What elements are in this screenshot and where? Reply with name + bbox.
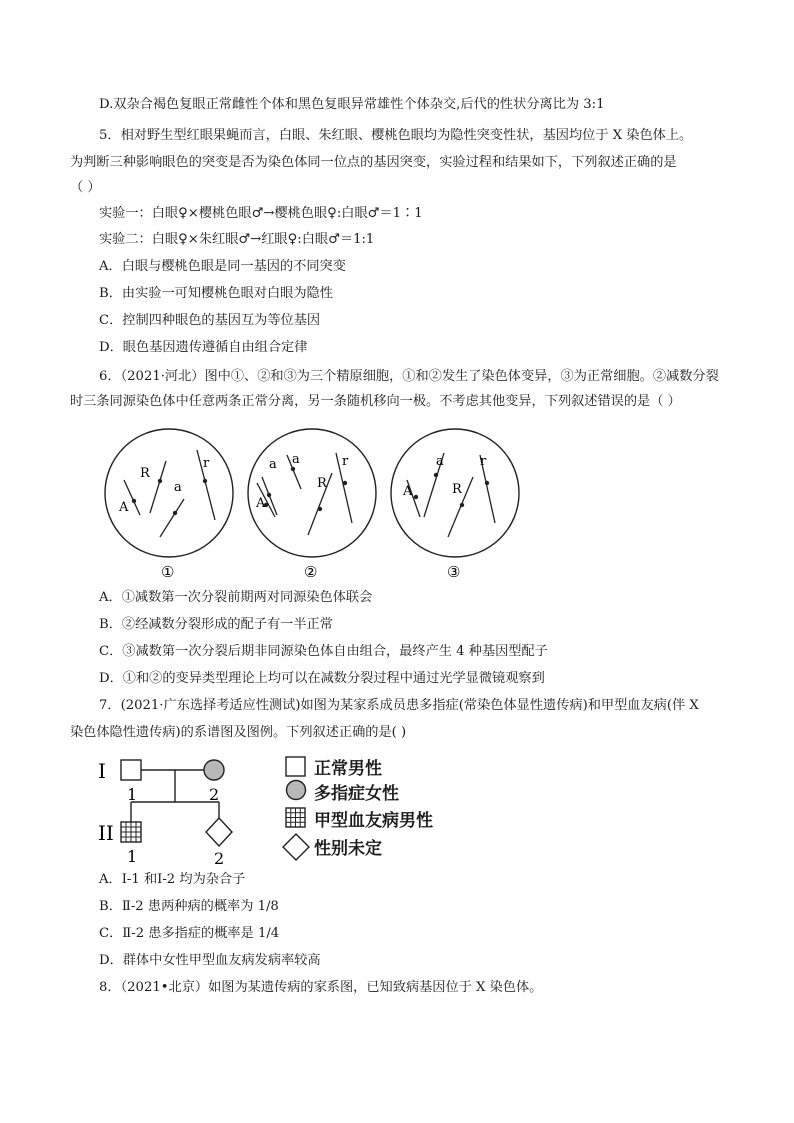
q5-stem-line2: 为判断三种影响眼色的突变是否为染色体同一位点的基因突变，实验过程和结果如下，下列叙述正确的是	[70, 155, 677, 170]
q6-option-b: B．②经减数分裂形成的配子有一半正常	[99, 617, 333, 632]
legend-normal-male-label: 正常男性	[314, 759, 382, 779]
cell-3-allele-R: R	[452, 482, 462, 497]
legend-polydactyly-female-symbol	[287, 781, 306, 800]
q6-option-c: C．③减数第一次分裂后期非同源染色体自由组合，最终产生 4 种基因型配子	[99, 644, 548, 659]
cell-1-allele-r: r	[203, 456, 210, 471]
gen-1-num-2: 2	[209, 785, 220, 804]
legend-polydactyly-female-label: 多指症女性	[314, 784, 399, 804]
cell-2-allele-A: A	[256, 496, 266, 511]
pedigree-II-2-diamond	[206, 818, 232, 846]
q7-option-c: C．Ⅱ-2 患多指症的概率是 1/4	[99, 926, 280, 941]
cell-3-allele-A: A	[403, 484, 413, 499]
cell-2-allele-r: r	[342, 454, 349, 469]
q5-option-c: C．控制四种眼色的基因互为等位基因	[99, 313, 321, 328]
gen-1-num-1: 1	[127, 785, 138, 804]
legend-normal-male-symbol	[286, 757, 305, 776]
cell-1-allele-R: R	[140, 466, 150, 481]
q5-stem-line1: 5．相对野生型红眼果蝇而言，白眼、朱红眼、樱桃色眼均为隐性突变性状，基因均位于 X 染色体上。	[99, 128, 693, 143]
legend-hemophilia-male-symbol	[286, 808, 305, 827]
cell-3-allele-a: a	[436, 454, 444, 469]
q7-stem-line2: 染色体隐性遗传病)的系谱图及图例。下列叙述正确的是( )	[70, 725, 407, 740]
q5-option-a: A．白眼与樱桃色眼是同一基因的不同突变	[99, 259, 346, 274]
q6-option-a: A．①减数第一次分裂前期两对同源染色体联会	[99, 590, 373, 605]
q7-option-b: B．Ⅱ-2 患两种病的概率为 1/8	[99, 899, 279, 914]
pedigree-II-1-grid-square	[121, 822, 141, 842]
cell-3-allele-r: r	[480, 454, 487, 469]
q5-option-b: B．由实验一可知樱桃色眼对白眼为隐性	[99, 286, 333, 301]
cell-2-allele-a-2: a	[292, 452, 300, 467]
q5-experiment-2: 实验二：白眼♀×朱红眼♂→红眼♀:白眼♂＝1:1	[99, 232, 375, 247]
q4-option-d: D.双杂合褐色复眼正常雌性个体和黑色复眼异常雄性个体杂交,后代的性状分离比为 3:1	[99, 97, 605, 112]
cell-2-allele-a-1: a	[269, 457, 277, 472]
gen-2-num-1: 1	[127, 847, 138, 866]
cell-2-label: ②	[304, 563, 318, 581]
q6-stem-line1: 6．（2021·河北）图中①、②和③为三个精原细胞，①和②发生了染色体变异，③为正常细胞。②减数分裂	[99, 369, 719, 384]
legend-unknown-sex-symbol	[283, 834, 309, 860]
cell-1-label: ①	[161, 563, 175, 581]
q8-stem-line1: 8．（2021•北京）如图为某遗传病的家系图，已知致病基因位于 X 染色体。	[99, 980, 543, 995]
gen-2-num-2: 2	[214, 849, 225, 868]
pedigree-I-2-circle	[204, 760, 224, 780]
gen-2-label: II	[98, 821, 114, 845]
cell-1-allele-A: A	[119, 500, 129, 515]
cell-2	[248, 429, 376, 557]
cell-3	[391, 429, 519, 557]
gen-1-label: I	[98, 759, 106, 783]
q5-option-d: D．眼色基因遗传遵循自由组合定律	[99, 340, 308, 355]
q7-option-a: A．Ⅰ-1 和Ⅰ-2 均为杂合子	[99, 872, 246, 887]
q7-stem-line1: 7．(2021·广东选择考适应性测试)如图为某家系成员患多指症(常染色体显性遗传病)和甲型血友病(伴 X	[99, 698, 699, 713]
q6-option-d: D．①和②的变异类型理论上均可以在减数分裂过程中通过光学显微镜观察到	[99, 671, 545, 686]
pedigree-I-1-square	[121, 760, 141, 780]
q5-stem-line3: （ ）	[70, 180, 101, 195]
cell-1	[105, 429, 233, 557]
legend-unknown-sex-label: 性别未定	[314, 839, 382, 859]
q6-cell-figure	[0, 425, 794, 595]
cell-3-label: ③	[447, 563, 461, 581]
q6-stem-line2: 时三条同源染色体中任意两条正常分离，另一条随机移向一极。不考虑其他变异，下列叙述错误的是（ ）	[70, 394, 681, 409]
legend-hemophilia-male-label: 甲型血友病男性	[314, 811, 433, 831]
q5-experiment-1: 实验一：白眼♀×樱桃色眼♂→樱桃色眼♀:白眼♂＝1∶1	[99, 206, 423, 221]
cell-1-allele-a: a	[174, 480, 182, 495]
cell-2-allele-R: R	[317, 476, 327, 491]
q7-option-d: D．群体中女性甲型血友病发病率较高	[99, 953, 321, 968]
